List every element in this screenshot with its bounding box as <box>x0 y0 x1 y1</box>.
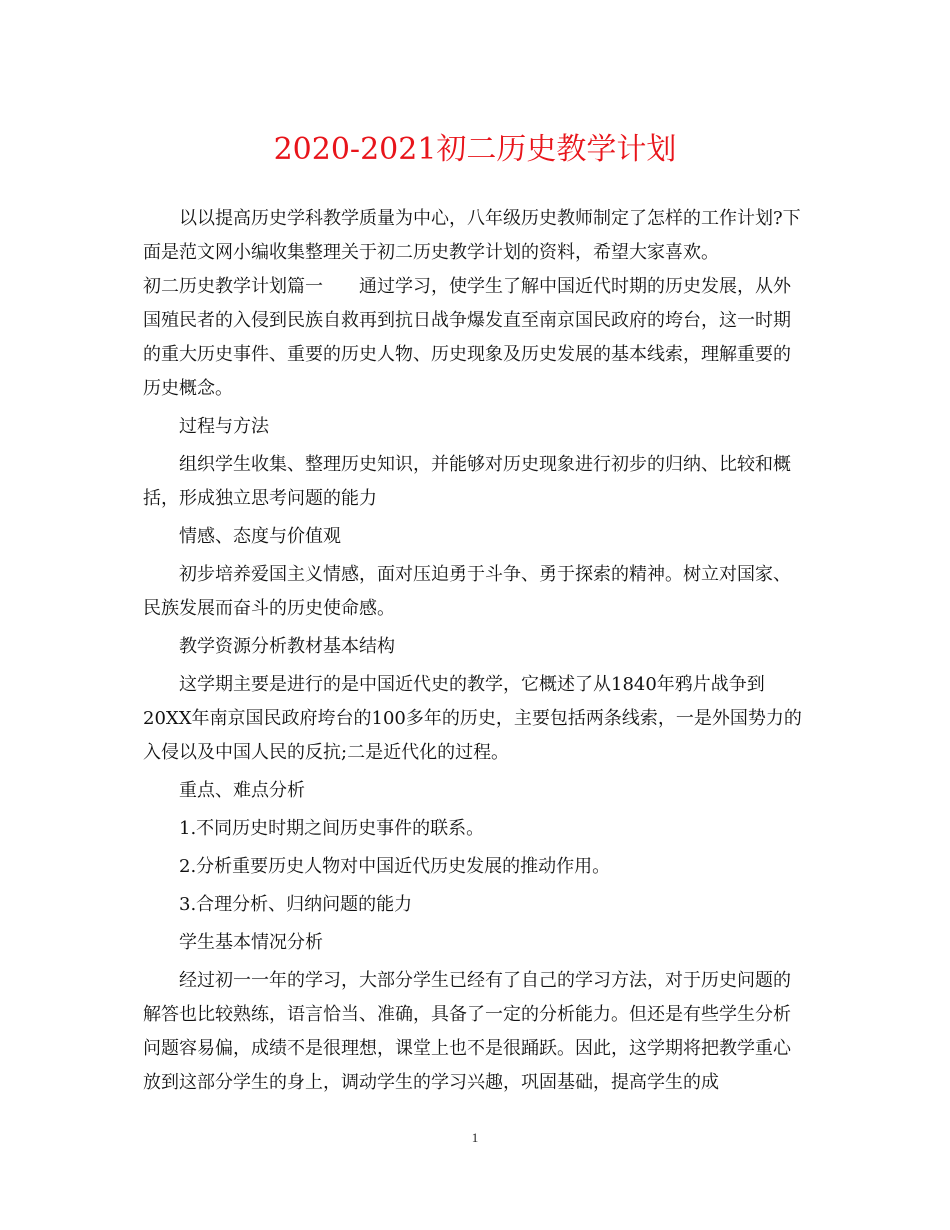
document-title: 2020-2021初二历史教学计划 <box>273 132 677 167</box>
paragraph-student-analysis: 经过初一一年的学习，大部分学生已经有了自己的学习方法，对于历史问题的解答也比较熟练，语言恰当、准确，具备了一定的分析能力。但还是有些学生分析问题容易偏，成绩不是很理想，课堂上也不是很踊跃。因此，这学期将把教学重心放到这部分学生的身上，调动学生的学习兴趣，巩固基础，提高学生的成 <box>143 970 791 1093</box>
paragraph-resource-analysis: 这学期主要是进行的是中国近代史的教学，它概述了从1840年鸦片战争到20XX年南京国民政府垮台的100多年的历史，主要包括两条线索，一是外国势力的入侵以及中国人民的反抗;二是近代化的过程。 <box>143 674 802 763</box>
heading-resource-analysis: 教学资源分析教材基本结构 <box>179 636 395 657</box>
heading-key-difficult-points: 重点、难点分析 <box>179 780 305 801</box>
heading-process-method: 过程与方法 <box>179 416 269 437</box>
page-number: 1 <box>471 1130 479 1145</box>
heading-student-analysis: 学生基本情况分析 <box>179 932 323 953</box>
section-one-paragraph: 初二历史教学计划篇一 通过学习，使学生了解中国近代时期的历史发展，从外国殖民者的入侵到民族自救再到抗日战争爆发直至南京国民政府的垮台，这一时期的重大历史事件、重要的历史人物、历史现象及历史发展的基本线索，理解重要的历史概念。 <box>143 276 791 399</box>
list-item-3: 3.合理分析、归纳问题的能力 <box>179 894 413 915</box>
intro-paragraph: 以以提高历史学科教学质量为中心，八年级历史教师制定了怎样的工作计划?下面是范文网小编收集整理关于初二历史教学计划的资料，希望大家喜欢。 <box>143 208 801 263</box>
paragraph-emotion-values: 初步培养爱国主义情感，面对压迫勇于斗争、勇于探索的精神。树立对国家、民族发展而奋斗的历史使命感。 <box>143 564 791 619</box>
paragraph-process-method: 组织学生收集、整理历史知识，并能够对历史现象进行初步的归纳、比较和概括，形成独立思考问题的能力 <box>143 454 791 509</box>
list-item-2: 2.分析重要历史人物对中国近代历史发展的推动作用。 <box>179 856 611 877</box>
document-body <box>143 202 807 1100</box>
heading-emotion-values: 情感、态度与价值观 <box>179 526 341 547</box>
list-item-1: 1.不同历史时期之间历史事件的联系。 <box>179 818 485 839</box>
